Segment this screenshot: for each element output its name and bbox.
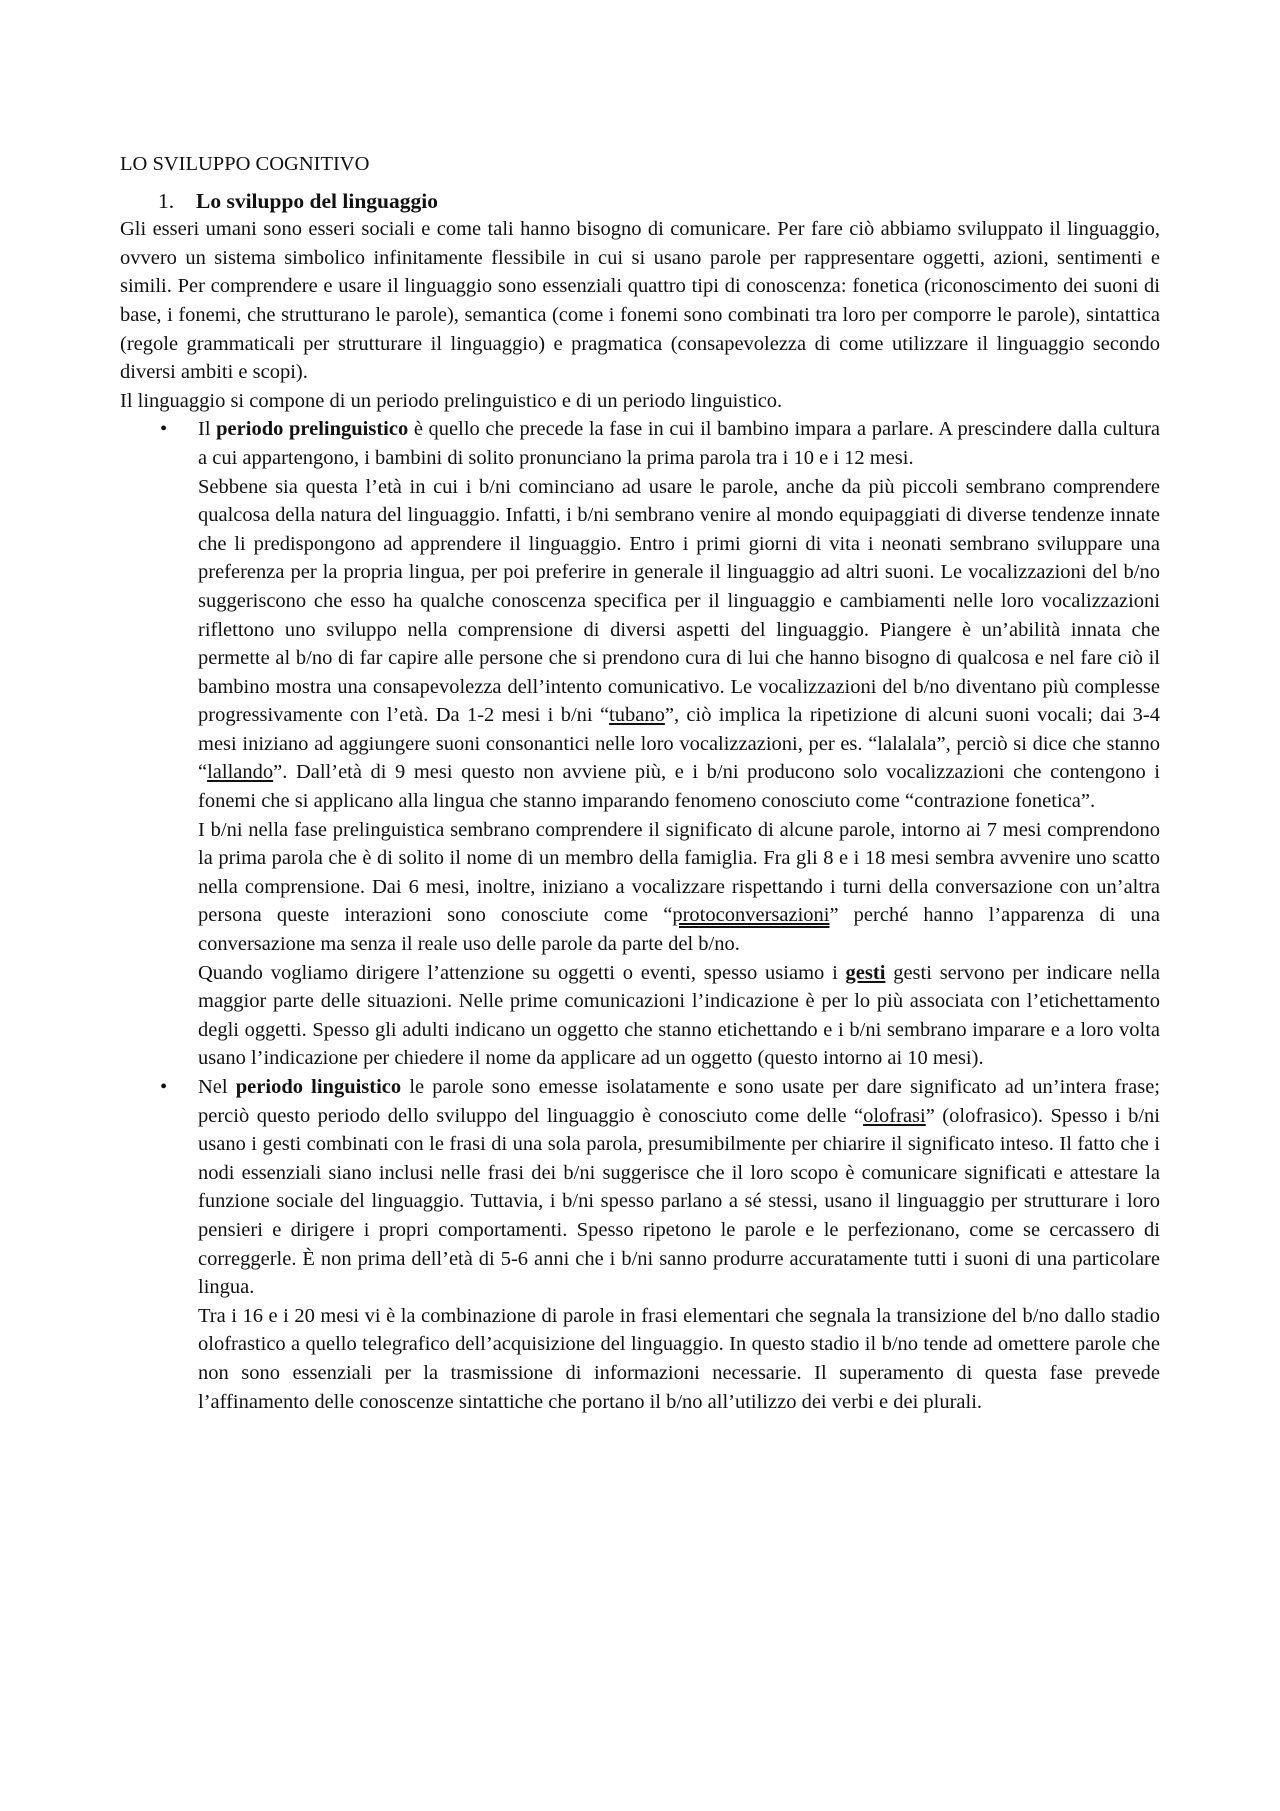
linguistic-paragraph-2: Tra i 16 e i 20 mesi vi è la combinazione di parole in frasi elementari che segnala la transizione del b/no dallo stadio olofrastico a quello telegrafico dell’acquisizione del linguaggio. In questo stadio il b/no tende ad omettere parole che non sono essenziali per la trasmissione di informazioni necessarie. Il superamento di questa fase prevede l’affinamento delle conoscenze sintattiche che portano il b/no all’utilizzo dei verbi e dei plurali. <box>198 1304 1160 1413</box>
document-page <box>120 150 1160 1416</box>
term-protoconversazioni: protoconversazioni <box>672 904 830 927</box>
term-gesti: gesti <box>845 961 886 984</box>
section-title: Lo sviluppo del linguaggio <box>196 188 438 213</box>
prelinguistic-paragraph-3: I b/ni nella fase prelinguistica sembrano comprendere il significato di alcune parole, intorno ai 7 mesi comprendono la prima parola che è di solito il nome di un membro della famiglia. Fra gli 8 e i 18 mesi sembra avvenire uno scatto nella comprensione. Dai 6 mesi, inoltre, iniziano a vocalizzare rispettando i turni della conversazione con un’altra persona queste interazioni sono conosciute come “protoconversazioni” perché hanno l’apparenza di una conversazione ma senza il reale uso delle parole da parte del b/no. <box>198 818 1160 956</box>
intro-paragraph: Gli esseri umani sono esseri sociali e come tali hanno bisogno di comunicare. Per fare ciò abbiamo sviluppato il linguaggio, ovvero un sistema simbolico infinitamente flessibile in cui si usano parole per rappresentare oggetti, azioni, sentimenti e simili. Per comprendere e usare il linguaggio sono essenziali quattro tipi di conoscenza: fonetica (riconoscimento dei suoni di base, i fonemi, che strutturano le parole), semantica (come i fonemi sono combinati tra loro per comporre le parole), sintattica (regole grammaticali per strutturare il linguaggio) e pragmatica (consapevolezza di come utilizzare il linguaggio secondo diversi ambiti e scopi). <box>120 218 1160 384</box>
bullet-icon: • <box>160 1076 168 1098</box>
periods-list <box>120 415 1160 1416</box>
term-olofrasi: olofrasi <box>863 1104 926 1127</box>
term-lallando: lallando <box>207 761 274 784</box>
intro-paragraph-2: Il linguaggio si compone di un periodo prelinguistico e di un periodo linguistico. <box>120 389 783 412</box>
prelinguistic-paragraph-4: Quando vogliamo dirigere l’attenzione su oggetti o eventi, spesso usiamo i gesti gesti servono per indicare nella maggior parte delle situazioni. Nelle prime comunicazioni l’indicazione è per lo più associata con l’etichettamento degli oggetti. Spesso gli adulti indicano un oggetto che stanno etichettando e i b/ni sembrano imparare e a loro volta usano l’indicazione per chiedere il nome da applicare ad un oggetto (questo intorno ai 10 mesi). <box>198 961 1160 1070</box>
prelinguistic-paragraph-1: Il periodo prelinguistico è quello che precede la fase in cui il bambino impara a parlare. A prescindere dalla cultura a cui appartengono, i bambini di solito pronunciano la prima parola tra i 10 e i 12 mesi. <box>198 418 1161 469</box>
term-tubano: tubano <box>609 704 665 727</box>
term-linguistic: periodo linguistico <box>235 1076 402 1098</box>
section-heading <box>120 187 1160 216</box>
document-title: LO SVILUPPO COGNITIVO <box>120 153 370 175</box>
linguistic-paragraph-1: Nel periodo linguistico le parole sono emesse isolatamente e sono usate per dare significato ad un’intera frase; perciò questo periodo dello sviluppo del linguaggio è conosciuto come delle “olofrasi” (olofrasico). Spesso i b/ni usano i gesti combinati con le frasi di una sola parola, presumibilmente per chiarire il significato inteso. Il fatto che i nodi essenziali siano inclusi nelle frasi dei b/ni suggerisce che il loro scopo è comunicare significati e attestare la funzione sociale del linguaggio. Tuttavia, i b/ni spesso parlano a sé stessi, usano il linguaggio per strutturare i loro pensieri e dirigere i propri comportamenti. Spesso ripetono le parole e le perfezionano, come se cercassero di correggerle. È non prima dell’età di 5-6 anni che i b/ni sanno produrre accuratamente tutti i suoni di una particolare lingua. <box>198 1076 1160 1299</box>
list-item-linguistic <box>120 1073 1160 1416</box>
section-number: 1. <box>158 188 175 213</box>
prelinguistic-paragraph-2: Sebbene sia questa l’età in cui i b/ni cominciano ad usare le parole, anche da più piccoli sembrano comprendere qualcosa della natura del linguaggio. Infatti, i b/ni sembrano venire al mondo equipaggiati di diverse tendenze innate che li predispongono ad apprendere il linguaggio. Entro i primi giorni di vita i neonati sembrano sviluppare una preferenza per la propria lingua, per poi preferire in generale il linguaggio ad altri suoni. Le vocalizzazioni del b/no suggeriscono che esso ha qualche conoscenza specifica per il linguaggio e cambiamenti nelle loro vocalizzazioni riflettono uno sviluppo nella comprensione di diversi aspetti del linguaggio. Piangere è un’abilità innata che permette al b/no di far capire alle persone che si prendono cura di lui che hanno bisogno di qualcosa e nel fare ciò il bambino mostra una consapevolezza dell’intento comunicativo. Le vocalizzazioni del b/no diventano più complesse progressivamente con l’età. Da 1-2 mesi i b/ni “tubano”, ciò implica la ripetizione di alcuni suoni vocali; dai 3-4 mesi iniziano ad aggiungere suoni consonantici nelle loro vocalizzazioni, per es. “lalalala”, perciò si dice che stanno “lallando”. Dall’età di 9 mesi questo non avviene più, e i b/ni producono solo vocalizzazioni che contengono i fonemi che si applicano alla lingua che stanno imparando fenomeno conosciuto come “contrazione fonetica”. <box>198 475 1160 813</box>
list-item-prelinguistic <box>120 415 1160 1073</box>
term-prelinguistic: periodo prelinguistico <box>216 418 409 441</box>
bullet-icon: • <box>160 418 168 441</box>
